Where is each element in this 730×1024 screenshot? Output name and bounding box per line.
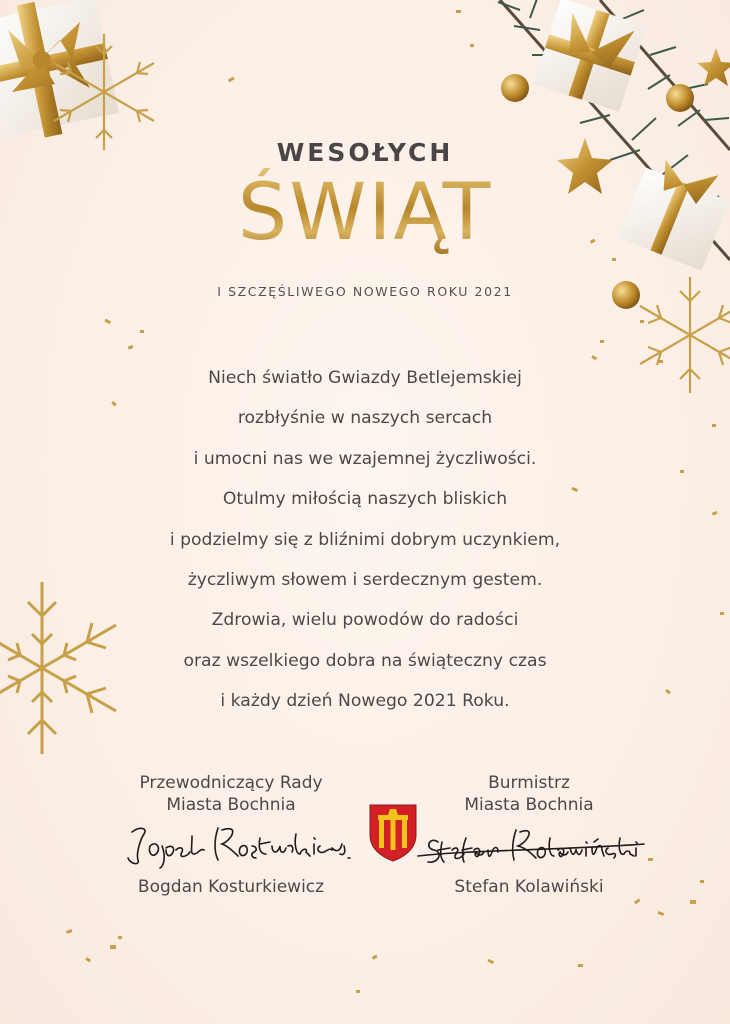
- signatory-right: [398, 772, 660, 897]
- wish-line: i umocni nas we wzajemnej życzliwości.: [193, 448, 537, 469]
- signatory-name: Stefan Kolawiński: [454, 877, 604, 897]
- wish-line: Niech światło Gwiazdy Betlejemskiej: [208, 368, 522, 388]
- wish-line: i każdy dzień Nowego 2021 Roku.: [220, 691, 510, 712]
- signatory-title: Miasta Bochnia: [464, 795, 594, 815]
- wish-line: i podzielmy się z bliźnimi dobrym uczynkiem,: [169, 529, 561, 550]
- handwritten-signature: [408, 820, 650, 870]
- wishes-text: [0, 362, 730, 726]
- wish-line: oraz wszelkiego dobra na świąteczny czas: [183, 650, 547, 671]
- signatory-title: Przewodniczący Rady: [139, 773, 323, 793]
- signatory-title: Miasta Bochnia: [166, 795, 296, 815]
- signatory-name: Bogdan Kosturkiewicz: [137, 877, 325, 897]
- wish-line: Zdrowia, wielu powodów do radości: [211, 610, 519, 631]
- signatory-left: [100, 772, 362, 897]
- wish-line: Otulmy miłością naszych bliskich: [222, 489, 508, 510]
- handwritten-signature: [110, 820, 352, 870]
- greeting-subtitle: I SZCZĘŚLIWEGO NOWEGO ROKU 2021: [217, 284, 513, 299]
- signatory-title: Burmistrz: [488, 773, 570, 793]
- greeting-top: WESOŁYCH: [276, 138, 454, 167]
- wish-line: życzliwym słowem i serdecznym gestem.: [187, 569, 543, 590]
- greeting-headline: ŚWIĄT: [0, 168, 730, 258]
- wish-line: rozbłyśnie w naszych sercach: [237, 408, 493, 429]
